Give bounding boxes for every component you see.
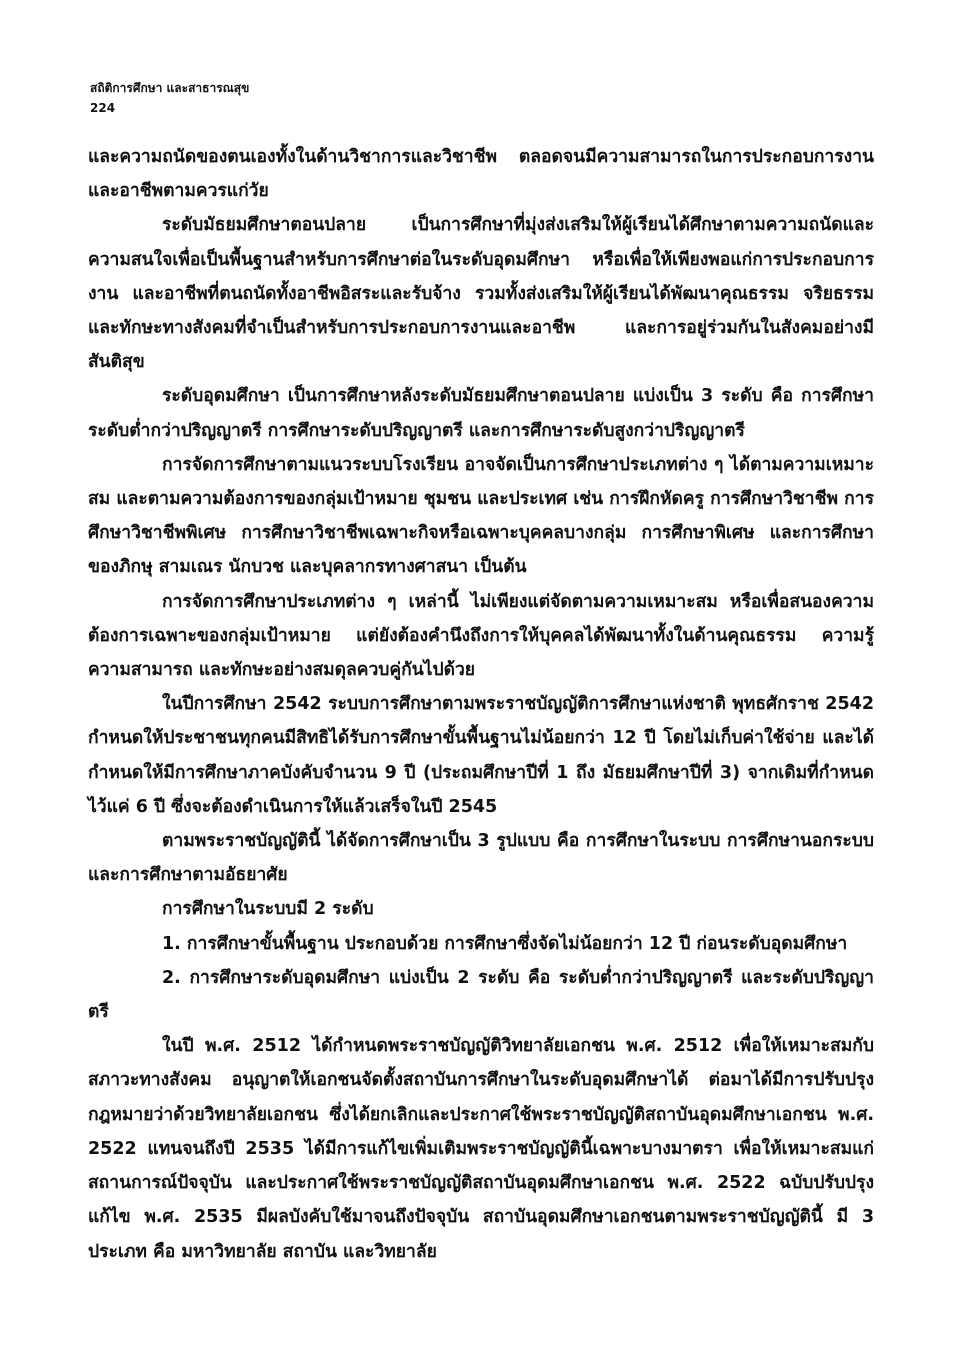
document-body [88, 140, 874, 1269]
list-item: 2. การศึกษาระดับอุดมศึกษา แบ่งเป็น 2 ระดับ คือ ระดับต่ำกว่าปริญญาตรี และระดับปริญญาตรี [88, 967, 874, 1023]
header-title: สถิติการศึกษา และสาธารณสุข [90, 81, 250, 95]
paragraph-academic-year-2542: ในปีการศึกษา 2542 ระบบการศึกษาตามพระราชบัญญัติการศึกษาแห่งชาติ พุทธศักราช 2542 กำหนดให้ประชาชนทุกคนมีสิทธิได้รับการศึกษาขั้นพื้นฐานไม่น้อยกว่า 12 ปี โดยไม่เก็บค่าใช้จ่าย และได้กำหนดให้มีการศึกษาภาคบังคับจำนวน 9 ปี (ประถมศึกษาปีที่ 1 ถึง มัธยมศึกษาปีที่ 3) จากเดิมที่กำหนดไว้แค่ 6 ปี ซึ่งจะต้องดำเนินการให้แล้วเสร็จในปี 2545 [88, 694, 874, 817]
paragraph-private-institutions: ในปี พ.ศ. 2512 ได้กำหนดพระราชบัญญัติวิทยาลัยเอกชน พ.ศ. 2512 เพื่อให้เหมาะสมกับสภาวะทางสังคม อนุญาตให้เอกชนจัดตั้งสถาบันการศึกษาในระดับอุดมศึกษาได้ ต่อมาได้มีการปรับปรุงกฎหมายว่าด้วยวิทยาลัยเอกชน ซึ่งได้ยกเลิกและประกาศใช้พระราชบัญญัติสถาบันอุดมศึกษาเอกชน พ.ศ. 2522 แทนจนถึงปี 2535 ได้มีการแก้ไขเพิ่มเติมพระราชบัญญัตินี้เฉพาะบางมาตรา เพื่อให้เหมาะสมแก่สถานการณ์ปัจจุบัน และประกาศใช้พระราชบัญญัติสถาบันอุดมศึกษาเอกชน พ.ศ. 2522 ฉบับปรับปรุงแก้ไข พ.ศ. 2535 มีผลบังคับใช้มาจนถึงปัจจุบัน สถาบันอุดมศึกษาเอกชนตามพระราชบัญญัตินี้ มี 3 ประเภท คือ มหาวิทยาลัย สถาบัน และวิทยาลัย [88, 1036, 874, 1262]
paragraph-higher-education: ระดับอุดมศึกษา เป็นการศึกษาหลังระดับมัธยมศึกษาตอนปลาย แบ่งเป็น 3 ระดับ คือ การศึกษาระดับต่ำกว่าปริญญาตรี การศึกษาระดับปริญญาตรี และการศึกษาระดับสูงกว่าปริญญาตรี [88, 386, 874, 441]
paragraph-education-types: การจัดการศึกษาประเภทต่าง ๆ เหล่านี้ ไม่เพียงแต่จัดตามความเหมาะสม หรือเพื่อสนองความต้องการเฉพาะของกลุ่มเป้าหมาย แต่ยังต้องคำนึงถึงการให้บุคคลได้พัฒนาทั้งในด้านคุณธรรม ความรู้ความสามารถ และทักษะอย่างสมดุลควบคู่กันไปด้วย [88, 591, 874, 681]
page-number: 224 [90, 101, 116, 115]
paragraph-school-system: การจัดการศึกษาตามแนวระบบโรงเรียน อาจจัดเป็นการศึกษาประเภทต่าง ๆ ได้ตามความเหมาะสม และตามความต้องการของกลุ่มเป้าหมาย ชุมชน และประเทศ เช่น การฝึกหัดครู การศึกษาวิชาชีพ การศึกษาวิชาชีพพิเศษ การศึกษาวิชาชีพเฉพาะกิจหรือเฉพาะบุคคลบางกลุ่ม การศึกษาพิเศษ และการศึกษาของภิกษุ สามเณร นักบวช และบุคลากรทางศาสนา เป็นต้น [88, 454, 874, 578]
list-item: 1. การศึกษาขั้นพื้นฐาน ประกอบด้วย การศึกษาซึ่งจัดไม่น้อยกว่า 12 ปี ก่อนระดับอุดมศึกษา [162, 933, 848, 954]
paragraph-formal-levels: การศึกษาในระบบมี 2 ระดับ [162, 899, 374, 920]
paragraph-education-forms: ตามพระราชบัญญัตินี้ ได้จัดการศึกษาเป็น 3 รูปแบบ คือ การศึกษาในระบบ การศึกษานอกระบบ และการศึกษาตามอัธยาศัย [88, 831, 874, 886]
paragraph-upper-secondary: ระดับมัธยมศึกษาตอนปลาย เป็นการศึกษาที่มุ่งส่งเสริมให้ผู้เรียนได้ศึกษาตามความถนัดและความสนใจเพื่อเป็นพื้นฐานสำหรับการศึกษาต่อในระดับอุดมศึกษา หรือเพื่อให้เพียงพอแก่การประกอบการงาน และอาชีพที่ตนถนัดทั้งอาชีพอิสระและรับจ้าง รวมทั้งส่งเสริมให้ผู้เรียนได้พัฒนาคุณธรรม จริยธรรม และทักษะทางสังคมที่จำเป็นสำหรับการประกอบการงานและอาชีพ และการอยู่ร่วมกันในสังคมอย่างมีสันติสุข [88, 215, 874, 373]
paragraph-continuation: และความถนัดของตนเองทั้งในด้านวิชาการและวิชาชีพ ตลอดจนมีความสามารถในการประกอบการงาน และอาชีพตามควรแก่วัย [88, 147, 874, 202]
page-header [90, 78, 249, 118]
